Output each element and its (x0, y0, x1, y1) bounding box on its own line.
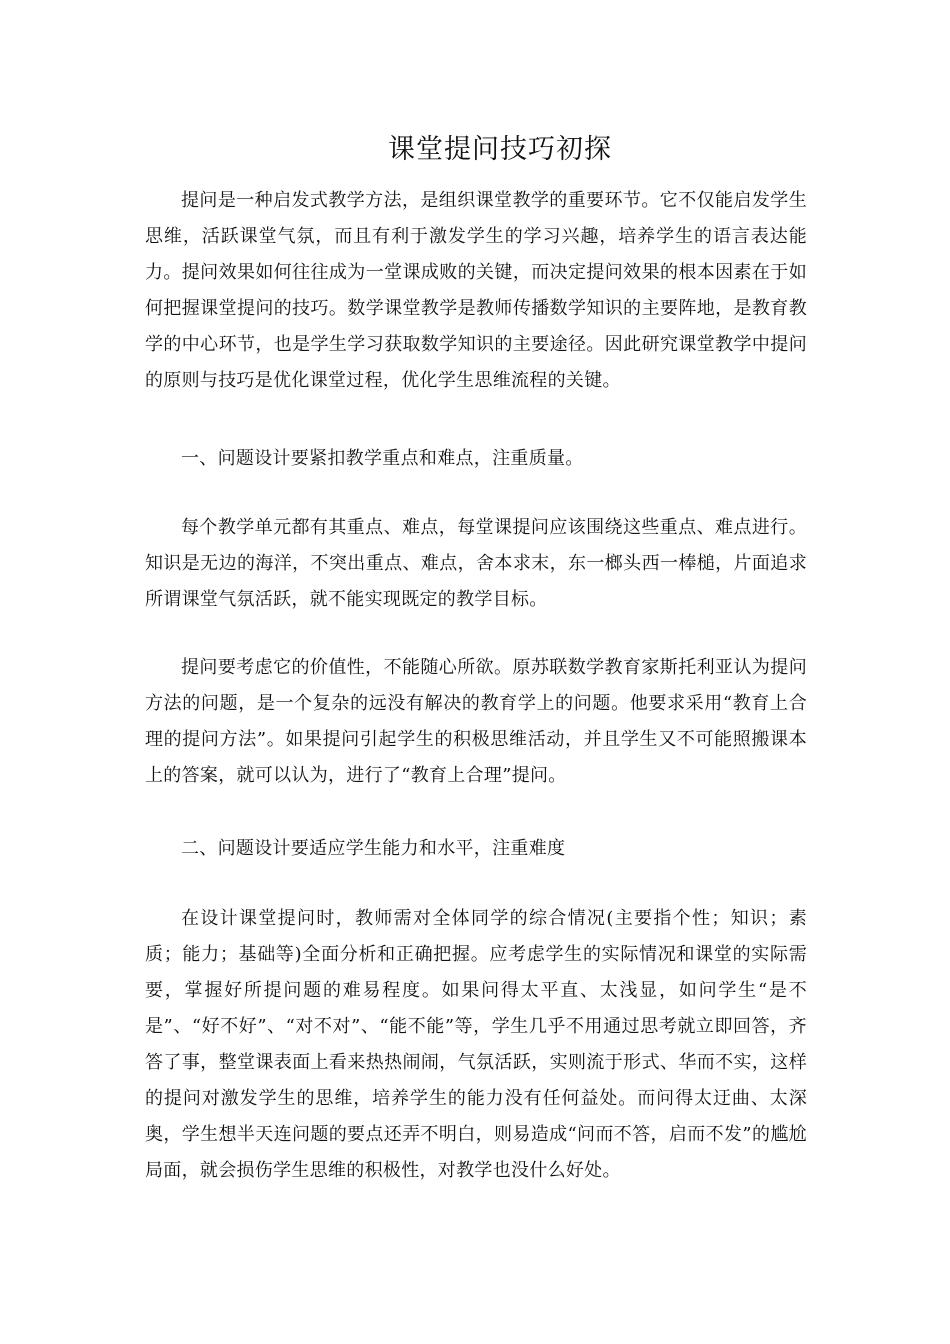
document-title: 课堂提问技巧初探 (388, 134, 612, 165)
section-heading-two: 二、问题设计要适应学生能力和水平，注重难度 (181, 838, 566, 859)
section-two-paragraph: 在设计课堂提问时，教师需对全体同学的综合情况(主要指个性；知识；素质；能力；基础等)全面分析和正确把握。应考虑学生的实际情况和课堂的实际需要，掌握好所提问题的难易程度。如果问得太平直、太浅显，如问学生“是不是”、“好不好”、“对不对”、“能不能”等，学生几乎不用通过思考就立即回答，齐答了事，整堂课表面上看来热热闹闹，气氛活跃，实则流于形式、华而不实，这样的提问对激发学生的思维，培养学生的能力没有任何益处。而问得太迂曲、太深奥，学生想半天连问题的要点还弄不明白，则易造成“问而不答，启而不发”的尴尬局面，就会损伤学生思维的积极性，对教学也没什么好处。 (145, 908, 807, 1181)
section-one-paragraph-one: 每个教学单元都有其重点、难点，每堂课提问应该围绕这些重点、难点进行。知识是无边的海洋，不突出重点、难点，舍本求末，东一榔头西一棒槌，片面追求所谓课堂气氛活跃，就不能实现既定的教学目标。 (145, 517, 807, 610)
section-heading-one: 一、问题设计要紧扣教学重点和难点，注重质量。 (181, 448, 584, 469)
section-one-paragraph-two: 提问要考虑它的价值性，不能随心所欲。原苏联数学教育家斯托利亚认为提问方法的问题，是一个复杂的远没有解决的教育学上的问题。他要求采用“教育上合理的提问方法”。如果提问引起学生的积极思维活动，并且学生又不可能照搬课本上的答案，就可以认为，进行了“教育上合理”提问。 (145, 657, 807, 786)
intro-paragraph: 提问是一种启发式教学方法，是组织课堂教学的重要环节。它不仅能启发学生思维，活跃课堂气氛，而且有利于激发学生的学习兴趣，培养学生的语言表达能力。提问效果如何往往成为一堂课成败的关键，而决定提问效果的根本因素在于如何把握课堂提问的技巧。数学课堂教学是教师传播数学知识的主要阵地，是教育教学的中心环节，也是学生学习获取数学知识的主要途径。因此研究课堂教学中提问的原则与技巧是优化课堂过程，优化学生思维流程的关键。 (145, 190, 807, 391)
